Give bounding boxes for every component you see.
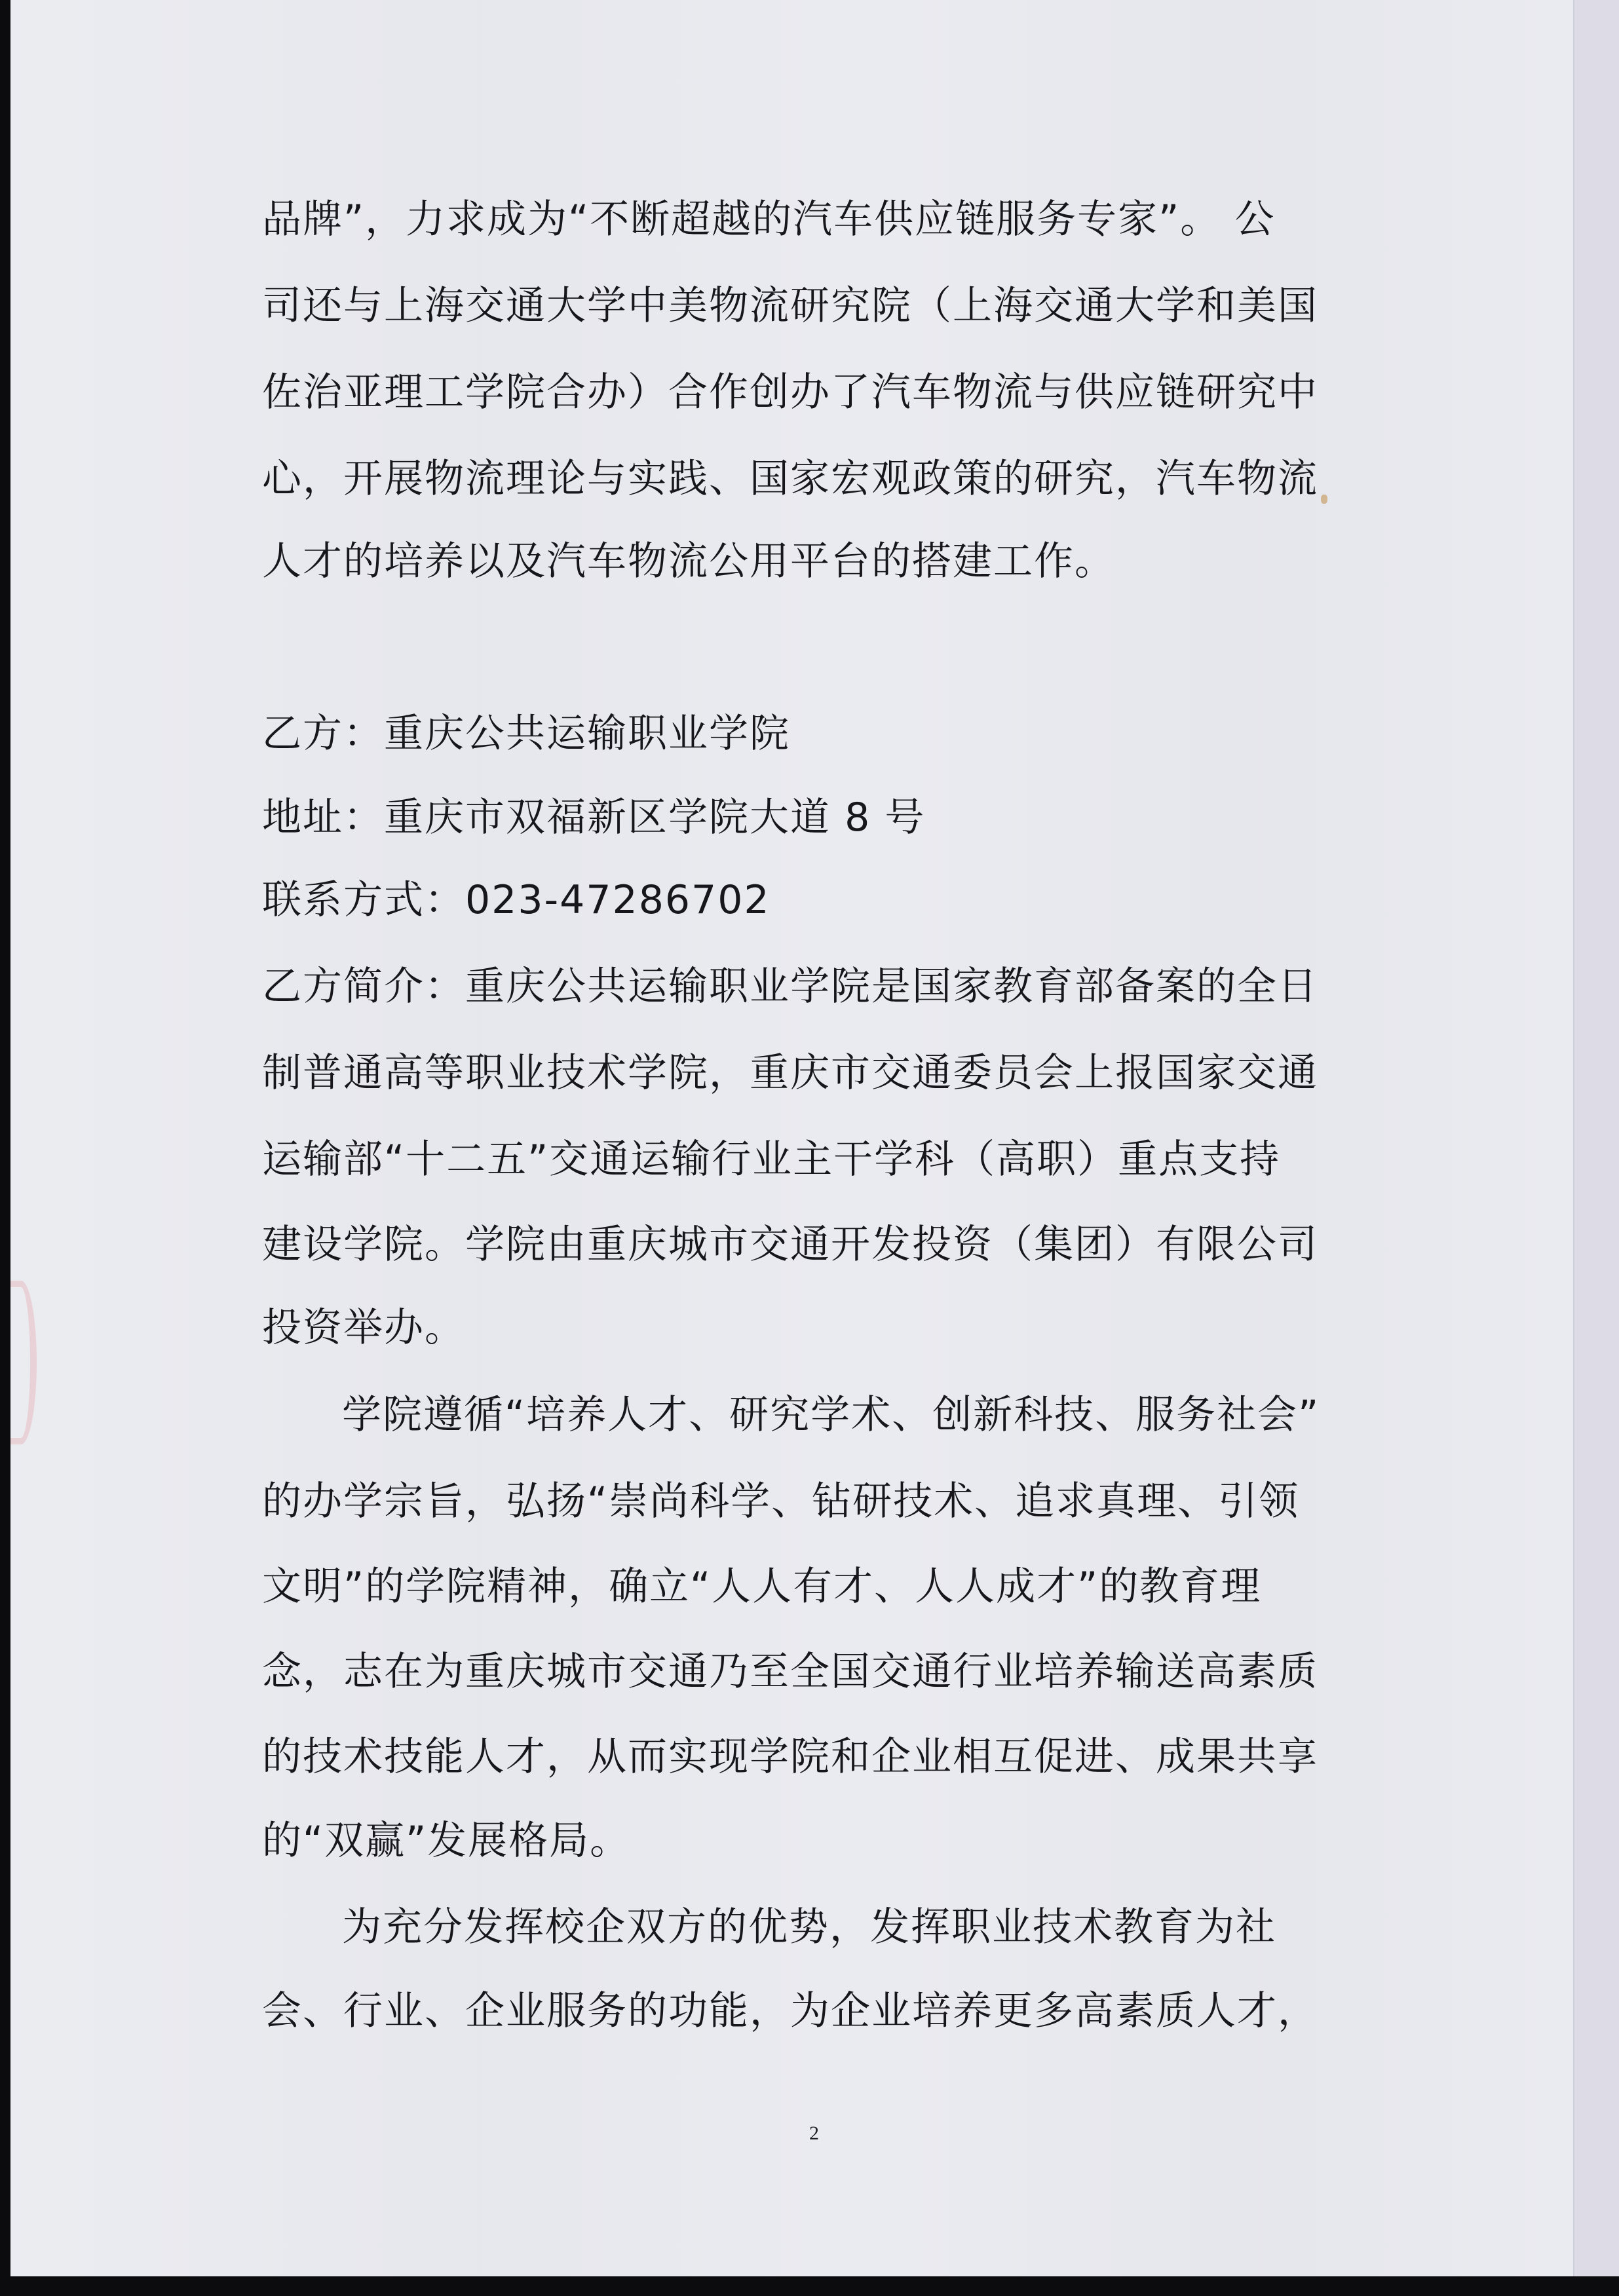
text-line: 念，志在为重庆城市交通乃至全国交通行业培养输送高素质 xyxy=(262,1649,1318,1695)
text-line: 建设学院。学院由重庆城市交通开发投资（集团）有限公司 xyxy=(262,1222,1318,1268)
text-line: 为充分发挥校企双方的优势，发挥职业技术教育为社 xyxy=(342,1904,1276,1950)
text-line: 佐治亚理工学院合办）合作创办了汽车物流与供应链研究中 xyxy=(262,369,1318,415)
text-line: 会、行业、企业服务的功能，为企业培养更多高素质人才， xyxy=(262,1988,1318,2034)
text-line: 的技术技能人才，从而实现学院和企业相互促进、成果共享 xyxy=(262,1734,1318,1780)
party-b-contact-label: 联系方式： xyxy=(262,877,465,923)
underlying-page-edge xyxy=(1573,0,1619,2276)
text-line: 学院遵循“培养人才、研究学术、创新科技、服务社会” xyxy=(342,1392,1320,1438)
text-line: 的办学宗旨，弘扬“崇尚科学、钻研技术、追求真理、引领 xyxy=(262,1478,1300,1524)
page-number: 2 xyxy=(809,2122,819,2144)
text-line: 制普通高等职业技术学院，重庆市交通委员会上报国家交通 xyxy=(262,1050,1318,1096)
text-line: 的“双赢”发展格局。 xyxy=(262,1818,631,1864)
party-b-name-value: 重庆公共运输职业学院 xyxy=(384,711,790,757)
text-line: 品牌”，力求成为“不断超越的汽车供应链服务专家”。 公 xyxy=(262,197,1276,242)
party-b-address-line xyxy=(262,795,926,840)
text-line: 人才的培养以及汽车物流公用平台的搭建工作。 xyxy=(262,538,1115,584)
party-b-contact-line xyxy=(262,877,771,923)
text-line: 运输部“十二五”交通运输行业主干学科（高职）重点支持 xyxy=(262,1137,1281,1182)
party-b-address-value: 重庆市双福新区学院大道 8 号 xyxy=(384,795,926,840)
party-b-contact-value: 023-47286702 xyxy=(465,877,771,923)
text-line: 投资举办。 xyxy=(262,1305,465,1351)
text-line: 文明”的学院精神，确立“人人有才、人人成才”的教育理 xyxy=(262,1564,1262,1609)
text-line: 心，开展物流理论与实践、国家宏观政策的研究，汽车物流 xyxy=(262,456,1318,502)
paper-smudge xyxy=(1321,495,1327,504)
party-b-name-label: 乙方： xyxy=(262,711,384,757)
party-b-name-line xyxy=(262,711,790,757)
party-b-address-label: 地址： xyxy=(262,795,384,840)
text-line: 乙方简介：重庆公共运输职业学院是国家教育部备案的全日 xyxy=(262,964,1318,1009)
text-line: 司还与上海交通大学中美物流研究院（上海交通大学和美国 xyxy=(262,283,1318,329)
